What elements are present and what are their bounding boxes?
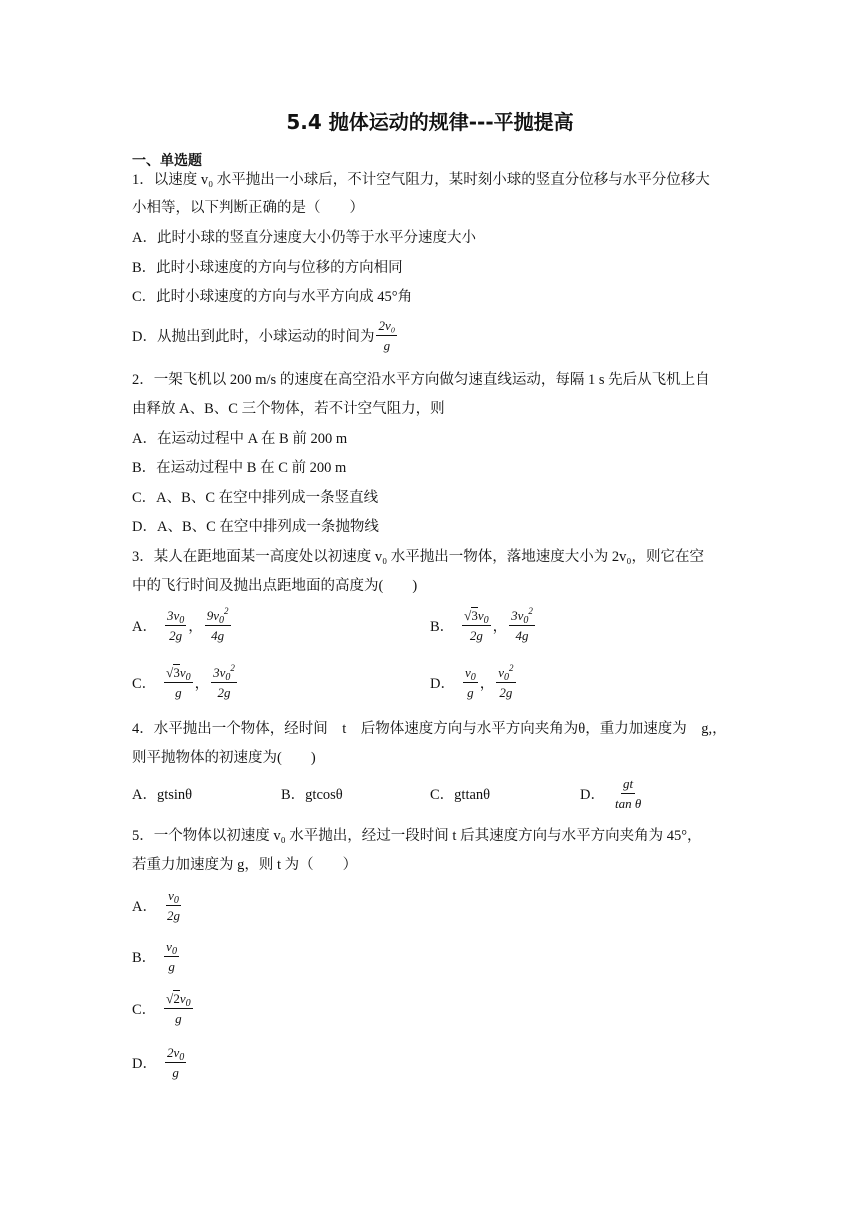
q2-stem-line1: 2．一架飞机以 200 m/s 的速度在高空沿水平方向做匀速直线运动，每隔 1 s 先后从飞机上自 xyxy=(132,372,710,388)
separator: ， xyxy=(492,619,508,635)
q1-option-b: B．此时小球速度的方向与位移的方向相同 xyxy=(132,260,403,276)
page-title: 5.4 抛体运动的规律---平抛提高 xyxy=(286,110,574,134)
q1-option-d xyxy=(132,318,399,353)
fraction: $\frac{2v_0}{g}$ xyxy=(166,1045,185,1080)
q2-stem-line2: 由释放 A、B、C 三个物体，若不计空气阻力，则 xyxy=(132,401,445,417)
fraction: $\frac{3v_0^2}{2g}$ xyxy=(213,663,235,700)
q2-option-c: C．A、B、C 在空中排列成一条竖直线 xyxy=(132,490,379,506)
option-label: A． xyxy=(132,899,157,915)
q3-option-b xyxy=(430,608,537,643)
option-label: A． xyxy=(132,619,157,635)
q5-option-c xyxy=(132,991,195,1026)
q5-stem-line2: 若重力加速度为 g，则 t 为（ ） xyxy=(132,857,358,873)
separator: ， xyxy=(479,676,495,692)
q1-stem-line2: 小相等，以下判断正确的是（ ） xyxy=(132,200,364,216)
option-label: B． xyxy=(430,619,455,635)
q4-option-c: C．gttanθ xyxy=(430,787,491,803)
fraction: $\frac{√3v_0}{g}$ xyxy=(166,665,191,700)
q5-stem-line1: 5．一个物体以初速度 v₀ 水平抛出，经过一段时间 t 后其速度方向与水平方向夹角为 45°， xyxy=(132,828,702,844)
option-label: B． xyxy=(132,950,157,966)
option-label: D． xyxy=(580,787,605,803)
fraction-denominator: tan θ xyxy=(614,796,642,811)
q5-option-d xyxy=(132,1045,188,1080)
q2-option-a: A．在运动过程中 A 在 B 前 200 m xyxy=(132,431,348,447)
q3-option-c xyxy=(132,665,239,700)
q3-option-d xyxy=(430,665,518,700)
q4-stem-line1: 4．水平抛出一个物体，经时间 t 后物体速度方向与水平方向夹角为θ，重力加速度为 g,， xyxy=(132,721,727,737)
fraction-denominator: g xyxy=(383,338,391,353)
fraction: $\frac{v_0}{g}$ xyxy=(166,939,177,974)
fraction-numerator: gt xyxy=(621,776,635,794)
q1-option-d-fraction xyxy=(376,318,397,353)
q5-option-a xyxy=(132,888,184,923)
q5-option-b xyxy=(132,939,181,974)
q4-option-d xyxy=(580,776,645,811)
q1-option-c: C．此时小球速度的方向与水平方向成 45°角 xyxy=(132,289,413,305)
fraction: $\frac{9v_0^2}{4g}$ xyxy=(206,606,229,643)
q1-option-a: A．此时小球的竖直分速度大小仍等于水平分速度大小 xyxy=(132,230,476,246)
separator: ， xyxy=(194,676,210,692)
q3-option-a xyxy=(132,608,233,643)
option-label: D． xyxy=(132,1056,157,1072)
fraction: $\frac{v_0}{2g}$ xyxy=(166,888,180,923)
q2-option-d: D．A、B、C 在空中排列成一条抛物线 xyxy=(132,519,379,535)
q2-option-b: B．在运动过程中 B 在 C 前 200 m xyxy=(132,460,347,476)
q4-stem-line2: 则平抛物体的初速度为( ) xyxy=(132,750,316,766)
fraction: $\frac{3v_0}{2g}$ xyxy=(166,608,185,643)
fraction: $\frac{√3v_0}{2g}$ xyxy=(464,608,489,643)
fraction: $\frac{v_0^2}{2g}$ xyxy=(498,663,514,700)
q1-stem-line1: 1．以速度 v₀ 水平抛出一小球后，不计空气阻力，某时刻小球的竖直分位移与水平分位移大 xyxy=(132,172,710,188)
fraction: $\frac{v_0}{g}$ xyxy=(464,665,476,700)
section-heading: 一、单选题 xyxy=(132,153,202,169)
separator: ， xyxy=(188,619,203,635)
q4-option-a: A．gtsinθ xyxy=(132,787,193,803)
q1-option-d-text: D．从抛出到此时，小球运动的时间为 xyxy=(132,329,375,345)
q4-option-b: B．gtcosθ xyxy=(281,787,343,803)
fraction-numerator: 2v₀ xyxy=(376,318,397,336)
q3-stem-line2: 中的飞行时间及抛出点距地面的高度为( ) xyxy=(132,578,418,594)
fraction: $\frac{√2v_0}{g}$ xyxy=(166,991,191,1026)
fraction xyxy=(613,776,643,811)
fraction: $\frac{3v_0^2}{4g}$ xyxy=(511,606,533,643)
option-label: D． xyxy=(430,676,455,692)
option-label: C． xyxy=(132,676,157,692)
option-label: C． xyxy=(132,1002,157,1018)
q3-stem-line1: 3．某人在距地面某一高度处以初速度 v₀ 水平抛出一物体，落地速度大小为 2v₀，则它在空 xyxy=(132,549,704,565)
